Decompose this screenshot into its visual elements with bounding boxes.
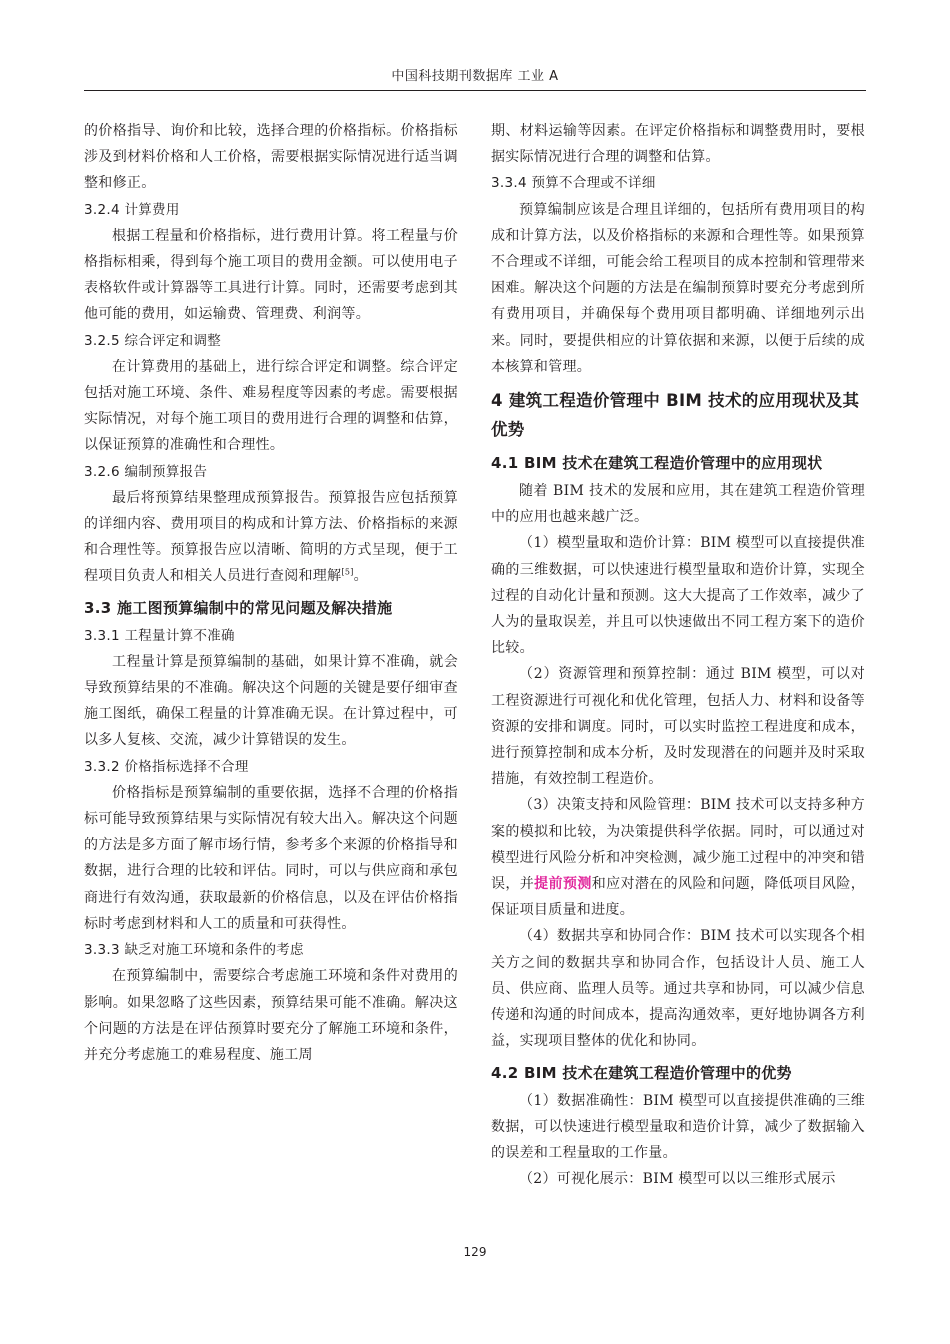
paragraph: （4）数据共享和协同合作：BIM 技术可以实现各个相关方之间的数据共享和协同合作，包括设计人员、施工人员、供应商、监理人员等。通过共享和协同，可以减少信息传递和沟通的时间成本，提高沟通效率，更好地协调各方利益，实现项目整体的优化和协同。 [491,928,865,1050]
highlighted-text: 提前预测 [534,876,592,893]
heading-3-3-4: 3.3.4 预算不合理或不详细 [491,175,656,192]
heading-4-2: 4.2 BIM 技术在建筑工程造价管理中的优势 [491,1063,792,1082]
paragraph: 随着 BIM 技术的发展和应用，其在建筑工程造价管理中的应用也越来越广泛。 [491,483,865,526]
paragraph-end: 。 [353,568,368,585]
paragraph: （1）数据准确性：BIM 模型可以直接提供准确的三维数据，可以快速进行模型量取和造价计算，减少了数据输入的误差和工程量取的工作量。 [491,1092,865,1161]
left-column [84,118,458,1068]
paragraph [84,485,458,590]
paragraph: 预算编制应该是合理且详细的，包括所有费用项目的构成和计算方法，以及价格指标的来源和合理性等。如果预算不合理或不详细，可能会给工程项目的成本控制和管理带来困难。解决这个问题的方法是在编制预算时要充分考虑到所有费用项目，并确保每个费用项目都明确、详细地列示出来。同时，要提供相应的计算依据和来源，以便于后续的成本核算和管理。 [491,201,865,375]
heading-4-1: 4.1 BIM 技术在建筑工程造价管理中的应用现状 [491,454,823,473]
paragraph: （2）资源管理和预算控制：通过 BIM 模型，可以对工程资源进行可视化和优化管理，包括人力、材料和设备等资源的安排和调度。同时，可以实时监控工程进度和成本，进行预算控制和成本分析，及时发现潜在的问题并及时采取措施，有效控制工程造价。 [491,666,865,788]
heading-3-3: 3.3 施工图预算编制中的常见问题及解决措施 [84,598,393,617]
paragraph: （1）模型量取和造价计算：BIM 模型可以直接提供准确的三维数据，可以快速进行模型量取和造价计算，实现全过程的自动化计量和预测。这大大提高了工作效率，减少了人为的量取误差，并且可以快速做出不同工程方案下的造价比较。 [491,535,865,657]
paragraph: 在计算费用的基础上，进行综合评定和调整。综合评定包括对施工环境、条件、难易程度等因素的考虑。需要根据实际情况，对每个施工项目的费用进行合理的调整和估算，以保证预算的准确性和合理性。 [84,358,458,454]
heading-3-2-5: 3.2.5 综合评定和调整 [84,332,222,349]
paragraph: 期、材料运输等因素。在评定价格指标和调整费用时，要根据实际情况进行合理的调整和估算。 [491,123,865,166]
paragraph: 根据工程量和价格指标，进行费用计算。将工程量与价格指标相乘，得到每个施工项目的费用金额。可以使用电子表格软件或计算器等工具进行计算。同时，还需要考虑到其他可能的费用，如运输费、管理费、利润等。 [84,227,458,323]
paragraph: （2）可视化展示：BIM 模型可以以三维形式展示 [519,1171,836,1188]
heading-3-2-6: 3.2.6 编制预算报告 [84,463,208,480]
paragraph: 价格指标是预算编制的重要依据，选择不合理的价格指标可能导致预算结果与实际情况有较大出入。解决这个问题的方法是多方面了解市场行情，参考多个来源的价格指导和数据，进行合理的比较和评估。同时，可以与供应商和承包商进行有效沟通，获取最新的价格信息，以及在评估价格指标时考虑到材料和人工的质量和可获得性。 [84,784,458,932]
paragraph: 在预算编制中，需要综合考虑施工环境和条件对费用的影响。如果忽略了这些因素，预算结果可能不准确。解决这个问题的方法是在评估预算时要充分了解施工环境和条件，并充分考虑施工的难易程度、施工周 [84,968,458,1063]
right-column [491,118,865,1192]
citation-ref: [5] [341,567,354,577]
paragraph: 工程量计算是预算编制的基础，如果计算不准确，就会导致预算结果的不准确。解决这个问题的关键是要仔细审查施工图纸，确保工程量的计算准确无误。在计算过程中，可以多人复核、交流，减少计算错误的发生。 [84,653,458,749]
heading-3-2-4: 3.2.4 计算费用 [84,201,180,218]
heading-3-3-2: 3.3.2 价格指标选择不合理 [84,758,249,775]
paragraph-text: 和应对潜在的风险和问题，降低项目风险，保证项目质量和进度。 [491,876,866,919]
heading-4: 4 建筑工程造价管理中 BIM 技术的应用现状及其优势 [491,391,860,440]
paragraph: 的价格指导、询价和比较，选择合理的价格指标。价格指标涉及到材料价格和人工价格，需要根据实际情况进行适当调整和修正。 [84,123,458,192]
paragraph-text: （3）决策支持和风险管理：BIM 技术可以支持多种方案的模拟和比较，为决策提供科学依据。同时，可以通过对模型进行风险分析和冲突检测，减少施工过程中的冲突和错误，并 [491,797,865,893]
heading-3-3-3: 3.3.3 缺乏对施工环境和条件的考虑 [84,942,304,959]
heading-3-3-1: 3.3.1 工程量计算不准确 [84,627,235,644]
running-header: 中国科技期刊数据库 工业 A [84,64,866,91]
paragraph [491,792,865,923]
paragraph-text: 最后将预算结果整理成预算报告。预算报告应包括预算的详细内容、费用项目的构成和计算方法、价格指标的来源和合理性等。预算报告应以清晰、简明的方式呈现，便于工程项目负责人和相关人员进行查阅和理解 [84,489,458,585]
page-number: 129 [463,1245,487,1259]
